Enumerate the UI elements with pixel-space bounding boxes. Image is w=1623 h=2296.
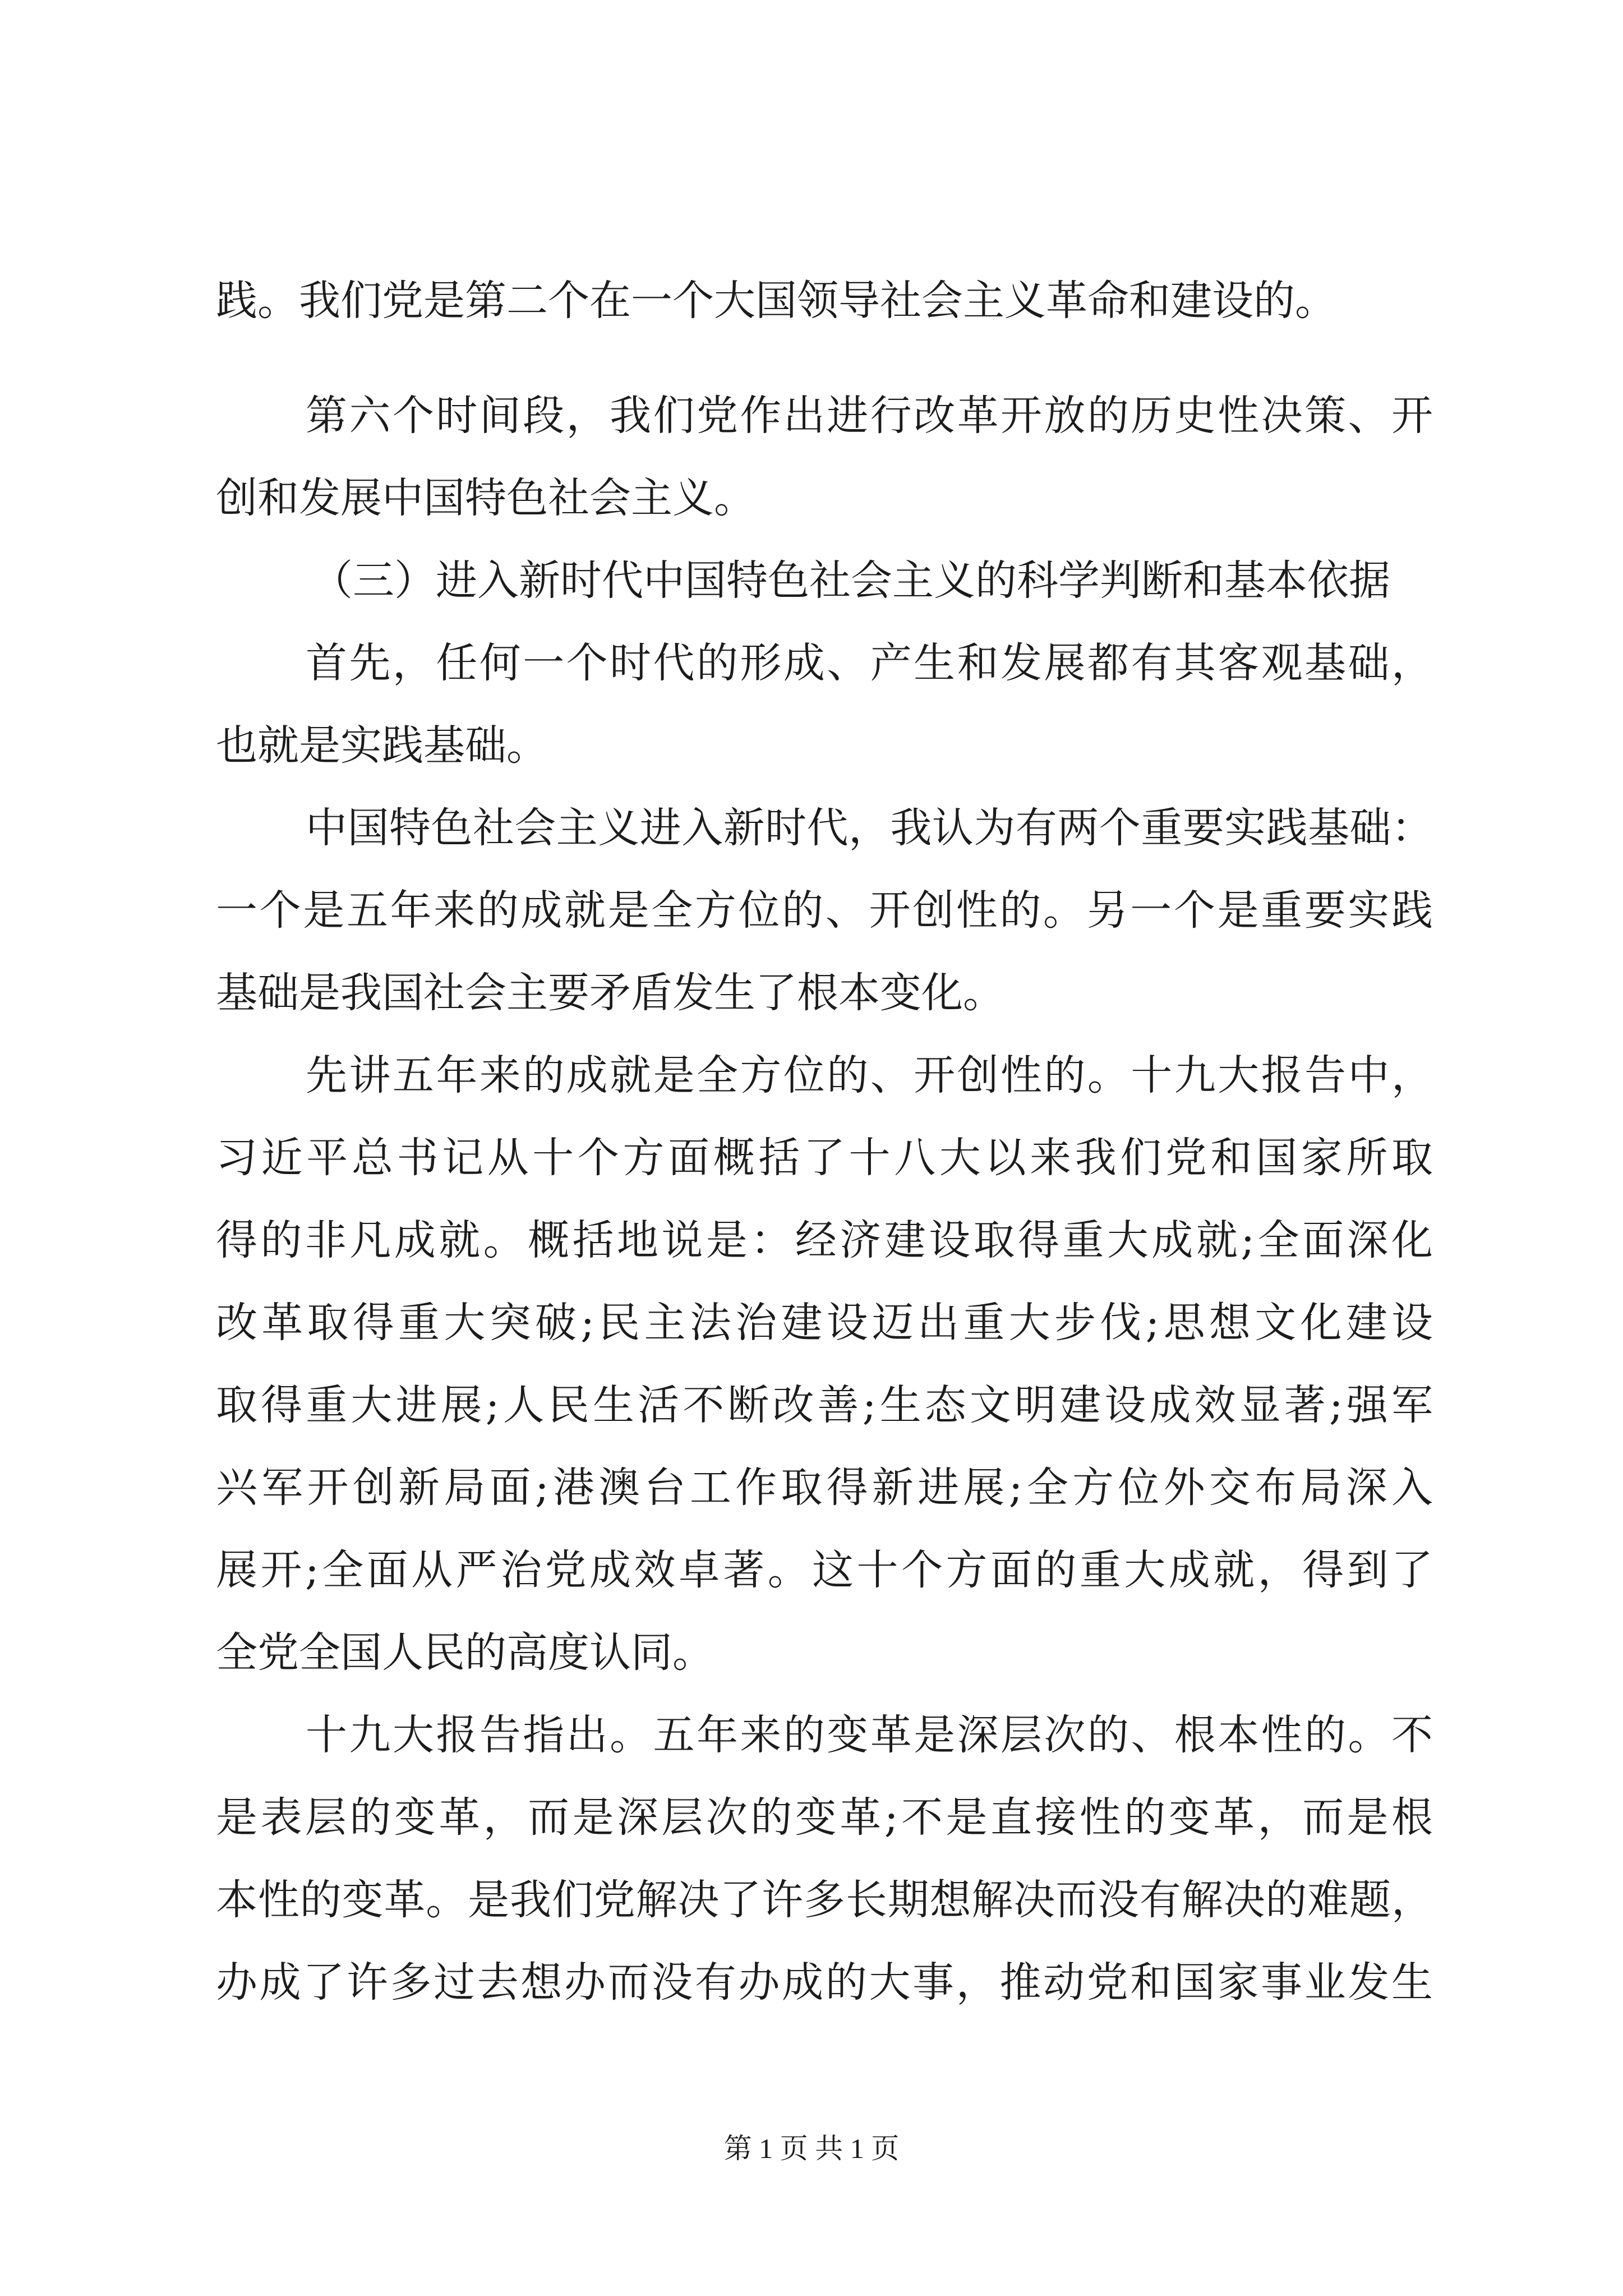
text-line: 办成了许多过去想办而没有办成的大事，推动党和国家事业发生: [216, 1958, 1433, 2007]
text-line: 践。我们党是第二个在一个大国领导社会主义革命和建设的。: [216, 277, 1336, 325]
text-line: 中国特色社会主义进入新时代，我认为有两个重要实践基础：: [306, 804, 1433, 852]
text-line: 习近平总书记从十个方面概括了十八大以来我们党和国家所取: [216, 1134, 1433, 1182]
paragraph: [216, 260, 1433, 342]
text-line: 十九大报告指出。五年来的变革是深层次的、根本性的。不: [306, 1711, 1433, 1759]
paragraph: [216, 1034, 1433, 1694]
paragraph: [216, 1694, 1433, 2024]
page-number-indicator: 第 1 页 共 1 页: [723, 2133, 900, 2164]
text-line: 基础是我国社会主要矛盾发生了根本变化。: [216, 969, 1004, 1017]
body-text: [216, 260, 1433, 2024]
text-line: 一个是五年来的成就是全方位的、开创性的。另一个是重要实践: [216, 886, 1433, 935]
text-line: 全党全国人民的高度认同。: [216, 1628, 714, 1677]
section-heading: [216, 540, 1433, 622]
text-line: 第六个时间段，我们党作出进行改革开放的历史性决策、开: [306, 392, 1433, 440]
paragraph: [216, 787, 1433, 1034]
text-line: 展开;全面从严治党成效卓著。这十个方面的重大成就，得到了: [216, 1546, 1433, 1594]
text-line: 取得重大进展;人民生活不断改善;生态文明建设成效显著;强军: [216, 1381, 1433, 1429]
text-line: 先讲五年来的成就是全方位的、开创性的。十九大报告中，: [306, 1051, 1433, 1099]
text-line: 是表层的变革，而是深层次的变革;不是直接性的变革，而是根: [216, 1793, 1433, 1842]
text-line: 得的非凡成就。概括地说是：经济建设取得重大成就;全面深化: [216, 1216, 1433, 1264]
text-line: 首先，任何一个时代的形成、产生和发展都有其客观基础，: [306, 639, 1433, 687]
text-line: （三）进入新时代中国特色社会主义的科学判断和基本依据: [311, 556, 1390, 605]
text-line: 创和发展中国特色社会主义。: [216, 474, 755, 522]
paragraph: [216, 375, 1433, 540]
text-line: 本性的变革。是我们党解决了许多长期想解决而没有解决的难题，: [216, 1876, 1433, 1924]
text-line: 也就是实践基础。: [216, 721, 548, 770]
page-footer: [0, 2131, 1623, 2166]
paragraph: [216, 622, 1433, 787]
text-line: 兴军开创新局面;港澳台工作取得新进展;全方位外交布局深入: [216, 1464, 1433, 1512]
text-line: 改革取得重大突破;民主法治建设迈出重大步伐;思想文化建设: [216, 1299, 1433, 1347]
